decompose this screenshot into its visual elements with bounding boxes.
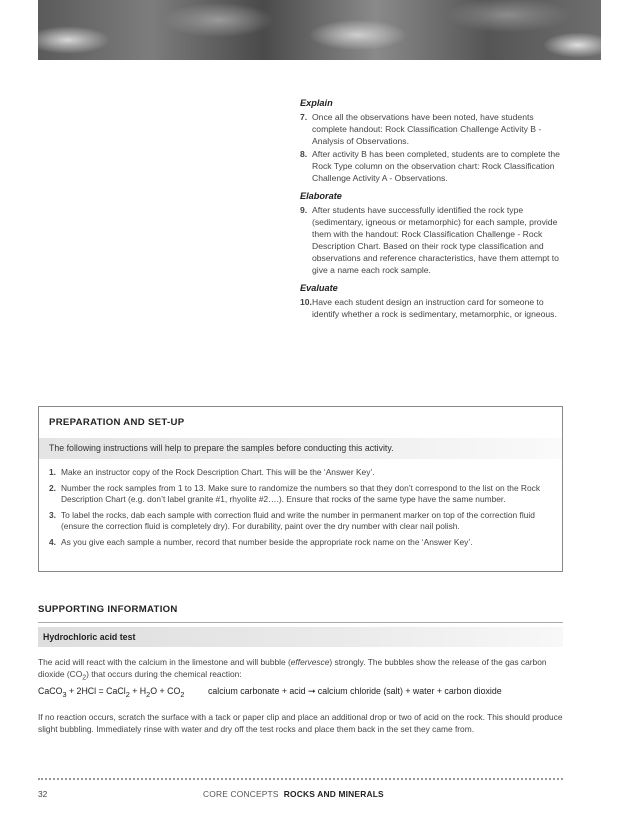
footer-topic: ROCKS AND MINERALS <box>283 789 384 799</box>
step-number: 2. <box>49 482 56 493</box>
formula-part: CaCO <box>38 686 63 696</box>
page-number: 32 <box>38 789 48 799</box>
lesson-steps-column <box>300 97 565 321</box>
step-text: Once all the observations have been noted, have students complete handout: Rock Classification Challenge Activity B - Analysis of Observations. <box>312 112 542 146</box>
step-number: 7. <box>300 112 308 122</box>
hcl-subtitle: Hydrochloric acid test <box>43 632 136 642</box>
step-number: 9. <box>300 205 308 215</box>
subscript: 2 <box>125 689 130 699</box>
supporting-info-title: SUPPORTING INFORMATION <box>38 604 178 615</box>
emphasis-term: effervesce <box>290 657 330 667</box>
formula-part: O + CO <box>150 686 181 696</box>
step-number: 3. <box>49 509 56 520</box>
step-text: After activity B has been completed, students are to complete the Rock Type column on the observation chart: Rock Classification Challenge Activity A - Observations. <box>312 149 560 183</box>
step-text: As you give each sample a number, record that number beside the appropriate rock name on the ‘Answer Key’. <box>61 536 473 547</box>
list-item <box>49 537 554 549</box>
elaborate-heading: Elaborate <box>300 191 342 201</box>
footer-title <box>203 789 384 799</box>
text-run: ) that occurs during the chemical reaction: <box>86 669 242 679</box>
evaluate-heading: Evaluate <box>300 283 338 293</box>
list-item <box>49 510 554 533</box>
equation-words: calcium carbonate + acid ➞ calcium chloride (salt) + water + carbon dioxide <box>208 686 502 696</box>
formula-part: + H <box>129 686 147 696</box>
step-number: 4. <box>49 536 56 547</box>
preparation-box <box>38 406 563 572</box>
subscript: 2 <box>82 674 87 682</box>
list-item <box>300 148 565 184</box>
list-item <box>300 296 565 320</box>
list-item <box>300 111 565 147</box>
list-item <box>49 483 554 506</box>
equation-formula <box>38 686 208 699</box>
preparation-intro: The following instructions will help to prepare the samples before conducting this activity. <box>49 443 394 453</box>
preparation-title: PREPARATION AND SET-UP <box>49 417 185 428</box>
subscript: 2 <box>180 689 185 699</box>
subscript: 2 <box>146 689 151 699</box>
step-number: 1. <box>49 467 56 477</box>
step-text: After students have successfully identified the rock type (sedimentary, igneous or metamorphic) for each sample, provide them with the handout: Rock Classification Challenge - Rock Description Chart. Based on their rock type classification and observations and reference characteristics, have them attempt to give a name each rock sample. <box>312 205 559 275</box>
list-item <box>49 467 554 479</box>
header-rock-banner <box>38 0 601 60</box>
chemical-equation <box>38 686 563 699</box>
text-run: The acid will react with the calcium in the limestone and will bubble ( <box>38 657 291 667</box>
step-number: 8. <box>300 149 308 159</box>
step-text: Make an instructor copy of the Rock Description Chart. This will be the ‘Answer Key’. <box>61 467 375 477</box>
formula-part: + 2HCl = CaCl <box>66 686 126 696</box>
step-text: To label the rocks, dab each sample with correction fluid and write the number in permanent marker on top of the correction fluid (ensure the correction fluid is completely dry). For durability, paint over the dry number with clear nail polish. <box>61 509 535 532</box>
step-text: Have each student design an instruction card for someone to identify whether a rock is sedimentary, metamorphic, or igneous. <box>312 297 557 319</box>
list-item <box>300 204 565 276</box>
text-run: ) strongly. The bubbles show the release of the gas carbon dioxide (CO <box>38 657 547 679</box>
footer-series: CORE CONCEPTS <box>203 789 279 799</box>
preparation-list <box>49 467 554 553</box>
hcl-description <box>38 656 563 685</box>
subscript: 3 <box>62 689 67 699</box>
hcl-no-reaction-note: If no reaction occurs, scratch the surface with a tack or paper clip and place an additional drop or two of acid on the rock. This should produce slight bubbling. Immediately rinse with water and dry off the test rocks and place them back in the set they came from. <box>38 712 563 734</box>
section-divider <box>38 622 563 623</box>
footer-divider <box>38 778 563 780</box>
step-text: Number the rock samples from 1 to 13. Make sure to randomize the numbers so that they don’t correspond to the list on the Rock Description Chart (e.g. don’t label granite #1, rhyolite #2….). Ensure that rocks of the same type have the same number. <box>61 482 541 505</box>
step-number: 10. <box>300 297 312 307</box>
explain-heading: Explain <box>300 98 333 108</box>
